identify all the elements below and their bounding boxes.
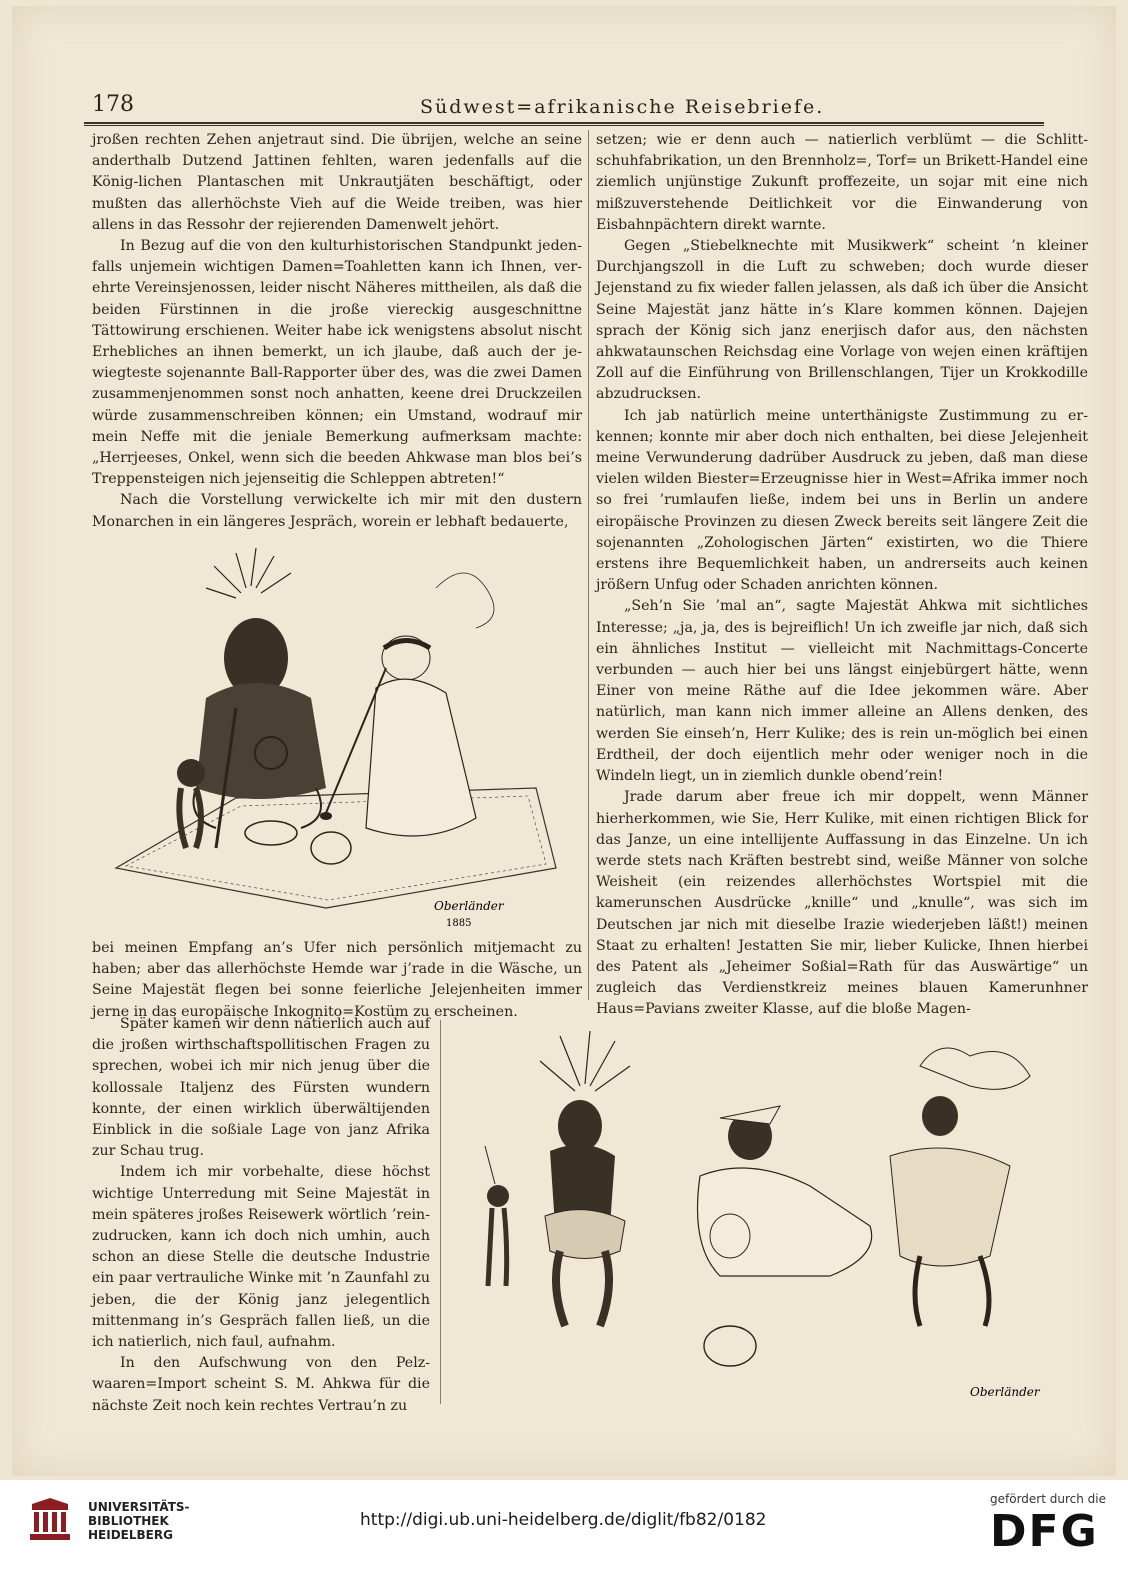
paragraph: Später kamen wir denn natierlich auch auf die jroßen wirthschaftspollitischen Fragen zu sprechen, wobei ich mir nich jenug über die kollossale Italjenz des Fürsten wundern konnte, der einen wirklich überwältijenden Einblick in die soßiale Lage von janz Afrika zur Schau trug.	[92, 1016, 430, 1160]
signature-year: 1885	[446, 918, 472, 929]
column-divider	[440, 1020, 441, 1404]
paragraph: setzen; wie er denn auch — natierlich verblümt — die Schlitt-schuhfabrikation, un den Brennholz=, Torf= un Brikett-Handel eine ziemlich unjünstige Zukunft proffezeite, un sojar mit eine nich mißzuverstehende Deitlichkeit vor die Einwanderung von Eisbahnpächtern direkt warnte.	[596, 132, 1088, 233]
column-divider	[588, 130, 589, 1000]
footer-bar	[0, 1480, 1128, 1572]
signature-first: Oberländer	[434, 899, 504, 913]
paragraph: Jrade darum aber freue ich mir doppelt, wenn Männer hierherkommen, wie Sie, Herr Kulike, mit einen richtigen Blick for das Janze, un eine intellijente Auffassung in das Einzelne. Un ich werde stets nach Kräften bestrebt sind, weiße Männer von solche Weisheit (ein reizendes allerhöchstes Wortspiel mit die kamerunschen Ausdrücke „knille“ und „knulle“, was sich im Deutschen jar nich mit dieselbe Irazie wiederjeben läßt!) meinen Staat zu erhalten! Jestatten Sie mir, lieber Kulicke, Ihnen hierbei des Patent als „Jeheimer Soßial=Rath für das Auswärtige“ un zugleich das Verdienstkreiz meines blauen Kamerunhner Haus=Pavians zweiter Klasse, auf die bloße Magen-	[596, 789, 1088, 1018]
library-name	[88, 1500, 190, 1542]
paragraph: bei meinen Empfang an’s Ufer nich persönlich mitjemacht zu haben; aber das allerhöchste Hemde war j’rade in die Wäsche, un Seine Majestät flegen bei sonne feierliche Jelejenheiten immer jerne in das europäische Inkognito=Kostüm zu erscheinen.	[92, 940, 582, 1020]
paragraph: In den Aufschwung von den Pelz-waaren=Import scheint S. M. Ahkwa für die nächste Zeit noch kein rechtes Vertrau’n zu	[92, 1355, 430, 1414]
text-column-left-bottom	[92, 1014, 430, 1417]
dfg-logo: DFG	[990, 1506, 1099, 1557]
signature-second: Oberländer	[970, 1385, 1040, 1399]
paragraph: Indem ich mir vorbehalte, diese höchst wichtige Unterredung mit Seine Majestät in mein späteres jroßes Reisewerk wörtlich ’rein-zudrucken, kann ich doch nich umhin, auch schon an diese Stelle die deutsche Industrie ein paar vertrauliche Winke mit ’n Zaunfahl zu jeben, die der König janz jelegentlich mittenmang in’s Gespräch fallen ließ, un die ich natierlich, nich faul, aufnahm.	[92, 1164, 430, 1351]
library-name-line: HEIDELBERG	[88, 1528, 173, 1542]
paragraph: Ich jab natürlich meine unterthänigste Zustimmung zu er-kennen; konnte mir aber doch nich enthalten, bei diese Jelejenheit meine Verwunderung dadrüber Ausdruck zu jeben, daß man diese vielen wilden Biester=Erzeugnisse hier in West=Afrika immer noch so frei ’rumlaufen ließe, indem bei uns in Berlin un andere eiropäische Provinzen zu diesen Zweck bereits seit längere Zeit die sojenannten „Zohologischen Järten“ existirten, wo die Thiere erstens ihre Bequemlichkeit haben, un andrerseits auch keinen jrößern Unfug oder Schaden anrichten können.	[596, 407, 1088, 594]
text-column-left-middle	[92, 938, 582, 1023]
paragraph: Gegen „Stiebelknechte mit Musikwerk“ scheint ’n kleiner Durchjangszoll in die Luft zu schweben; doch wurde dieser Jejenstand zu fix wieder fallen jelassen, als daß ich über die Ansicht Seine Majestät janz hätte in’s Klare kommen können. Dajejen sprach der König sich janz enerjisch dafor aus, den nächsten ahkwataunschen Reichsdag eine Vorlage von wejen einen kräftijen Zoll auf die Einführung von Brillenschlangen, Tijer un Krokkodille abzudrucksen.	[596, 238, 1088, 403]
library-name-line: UNIVERSITÄTS-	[88, 1500, 190, 1514]
text-column-right	[596, 130, 1088, 1021]
paragraph: „Seh’n Sie ’mal an“, sagte Majestät Ahkwa mit sichtliches Interesse; „ja, ja, des is bejreiflich! Un ich zweifle jar nich, daß sich ein ähnliches Institut — vielleicht mit Nachmittags-Concerte verbunden — auch hier bei uns längst einjebürgert hätte, wenn Einer von meine Räthe auf die Idee jekommen wäre. Aber natürlich, man kann nich immer alleine an Allens denken, des werden Sie einseh’n, Herr Kulike; des is rein un-möglich bei einen Erdtheil, der doch eijentlich mehr oder weniger noch in die Windeln liegt, un in ziemlich dunkle obend’rein!	[596, 598, 1088, 785]
running-title: Südwest=afrikanische Reisebriefe.	[420, 96, 825, 118]
illustration-smoking-scene	[96, 548, 566, 933]
paragraph: In Bezug auf die von den kulturhistorischen Standpunkt jeden-falls unjemein wichtigen Damen=Toahletten kann ich Ihnen, ver-ehrte Vereinsjenossen, leider nischt Näheres mittheilen, als daß die beiden Fürstinnen in die jroße viereckig ausgeschnittne Tättowirung erschienen. Weiter habe ick wenigstens absolut nischt Erhebliches an ihnen bemerkt, un ich jlaube, daß auch der je-wiegteste sojenannte Ball-Rapporter über des, was die zwei Damen zusammenjenommen sonst noch anhatten, keene drei Druckzeilen würde zusammenschreiben können; ein Umstand, wodrauf mir mein Neffe mit die jeniale Bemerkung aufmerksam machte: „Herrjeeses, Onkel, wenn sich die beeden Ahkwase man blos bei’s Treppensteigen nich jejenseitig die Schleppen abtreten!“	[92, 238, 582, 488]
library-name-line: BIBLIOTHEK	[88, 1514, 169, 1528]
header-rule-thin	[84, 125, 1044, 126]
text-column-left-top	[92, 130, 582, 533]
university-library-logo-icon	[24, 1494, 76, 1546]
page-number: 178	[92, 92, 134, 117]
funding-label: gefördert durch die	[990, 1492, 1106, 1506]
illustration-dance-scene	[450, 1026, 1090, 1418]
header-rule	[84, 122, 1044, 124]
paragraph: Nach die Vorstellung verwickelte ich mir mit den dustern Monarchen in ein längeres Jespräch, worein er lebhaft bedauerte,	[92, 492, 582, 530]
permalink-url[interactable]: http://digi.ub.uni-heidelberg.de/diglit/fb82/0182	[360, 1510, 767, 1530]
paragraph: jroßen rechten Zehen anjetraut sind. Die übrijen, welche an seine anderthalb Dutzend Jattinen fehlten, waren jedenfalls auf die König-lichen Plantaschen mit Unkrautjäten beschäftigt, oder mußten das allerhöchste Vieh auf die Weide treiben, was hier allens in das Ressohr der rejierenden Damenwelt jehört.	[92, 132, 582, 233]
